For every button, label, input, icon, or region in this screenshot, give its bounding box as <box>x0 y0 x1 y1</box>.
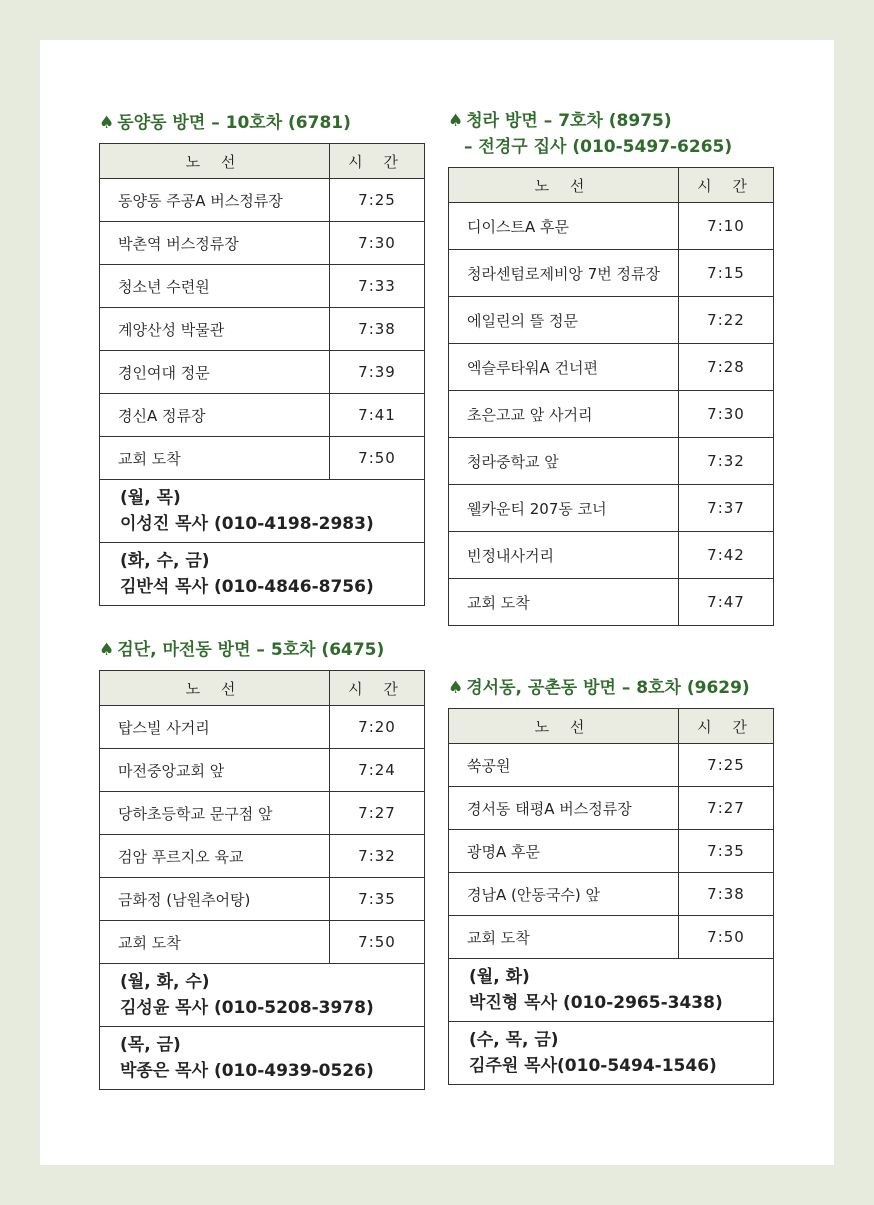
pastor-row <box>449 959 774 1022</box>
time-column-header: 시 간 <box>330 671 425 706</box>
table-row: 교회 도착 7:47 <box>449 579 774 626</box>
pastor-days: (목, 금) <box>120 1035 181 1055</box>
table-row: 초은고교 앞 사거리 7:30 <box>449 391 774 438</box>
route-block-gyeongseo <box>448 675 774 1085</box>
table-row: 금화정 (남원추어탕) 7:35 <box>100 878 425 921</box>
table-row: 경남A (안동국수) 앞 7:38 <box>449 873 774 916</box>
spade-icon: ♠ <box>99 640 115 660</box>
time-column-header: 시 간 <box>679 709 774 744</box>
spade-icon: ♠ <box>448 111 464 131</box>
pastor-contact: 박종은 목사 (010-4939-0526) <box>120 1061 374 1081</box>
pastor-row <box>100 1027 425 1090</box>
pastor-days: (월, 목) <box>120 488 181 508</box>
table-row: 경신A 정류장 7:41 <box>100 394 425 437</box>
route-table <box>448 708 774 1085</box>
table-row: 청라중학교 앞 7:32 <box>449 438 774 485</box>
pastor-contact: 김반석 목사 (010-4846-8756) <box>120 577 374 597</box>
table-row: 박촌역 버스정류장 7:30 <box>100 222 425 265</box>
table-row: 경인여대 정문 7:39 <box>100 351 425 394</box>
table-row: 탑스빌 사거리 7:20 <box>100 706 425 749</box>
route-column-header: 노 선 <box>449 168 679 203</box>
pastor-days: (월, 화, 수) <box>120 972 210 992</box>
table-row: 청소년 수련원 7:33 <box>100 265 425 308</box>
pastor-row <box>449 1022 774 1085</box>
route-column-header: 노 선 <box>100 144 330 179</box>
table-row: 교회 도착 7:50 <box>100 437 425 480</box>
pastor-row <box>100 543 425 606</box>
time-column-header: 시 간 <box>330 144 425 179</box>
pastor-contact: 박진형 목사 (010-2965-3438) <box>469 993 723 1013</box>
route-block-dongyang <box>99 110 425 606</box>
pastor-contact: 김성윤 목사 (010-5208-3978) <box>120 998 374 1018</box>
table-row: 마전중앙교회 앞 7:24 <box>100 749 425 792</box>
route-column-header: 노 선 <box>100 671 330 706</box>
table-row: 경서동 태평A 버스정류장 7:27 <box>449 787 774 830</box>
route-title: ♠ 동양동 방면 – 10호차 (6781) <box>99 113 351 133</box>
table-row: 빈정내사거리 7:42 <box>449 532 774 579</box>
pastor-days: (수, 목, 금) <box>469 1030 559 1050</box>
spade-icon: ♠ <box>448 678 464 698</box>
pastor-row <box>100 480 425 543</box>
table-row: 청라센텀로제비앙 7번 정류장 7:15 <box>449 250 774 297</box>
table-row: 쑥공원 7:25 <box>449 744 774 787</box>
table-row: 광명A 후문 7:35 <box>449 830 774 873</box>
page <box>40 40 834 1165</box>
table-row: 계양산성 박물관 7:38 <box>100 308 425 351</box>
table-row: 디이스트A 후문 7:10 <box>449 203 774 250</box>
pastor-row <box>100 964 425 1027</box>
route-table <box>448 167 774 626</box>
pastor-days: (화, 수, 금) <box>120 551 210 571</box>
table-row: 동양동 주공A 버스정류장 7:25 <box>100 179 425 222</box>
route-table <box>99 670 425 1090</box>
route-block-geomdan <box>99 637 425 1090</box>
table-row: 검암 푸르지오 육교 7:32 <box>100 835 425 878</box>
route-title: ♠ 검단, 마전동 방면 – 5호차 (6475) <box>99 640 385 660</box>
route-table <box>99 143 425 606</box>
time-column-header: 시 간 <box>679 168 774 203</box>
route-subtitle: – 전경구 집사 (010-5497-6265) <box>464 137 733 157</box>
table-row: 교회 도착 7:50 <box>100 921 425 964</box>
table-row: 웰카운티 207동 코너 7:37 <box>449 485 774 532</box>
route-column-header: 노 선 <box>449 709 679 744</box>
table-row: 엑슬루타워A 건너편 7:28 <box>449 344 774 391</box>
route-title: ♠ 경서동, 공촌동 방면 – 8호차 (9629) <box>448 678 750 698</box>
spade-icon: ♠ <box>99 113 115 133</box>
pastor-contact: 김주원 목사(010-5494-1546) <box>469 1056 717 1076</box>
table-row: 교회 도착 7:50 <box>449 916 774 959</box>
pastor-days: (월, 화) <box>469 967 530 987</box>
table-row: 에일린의 뜰 정문 7:22 <box>449 297 774 344</box>
table-row: 당하초등학교 문구점 앞 7:27 <box>100 792 425 835</box>
route-block-cheongna <box>448 108 774 626</box>
pastor-contact: 이성진 목사 (010-4198-2983) <box>120 514 374 534</box>
route-title: ♠ 청라 방면 – 7호차 (8975) <box>448 111 672 131</box>
